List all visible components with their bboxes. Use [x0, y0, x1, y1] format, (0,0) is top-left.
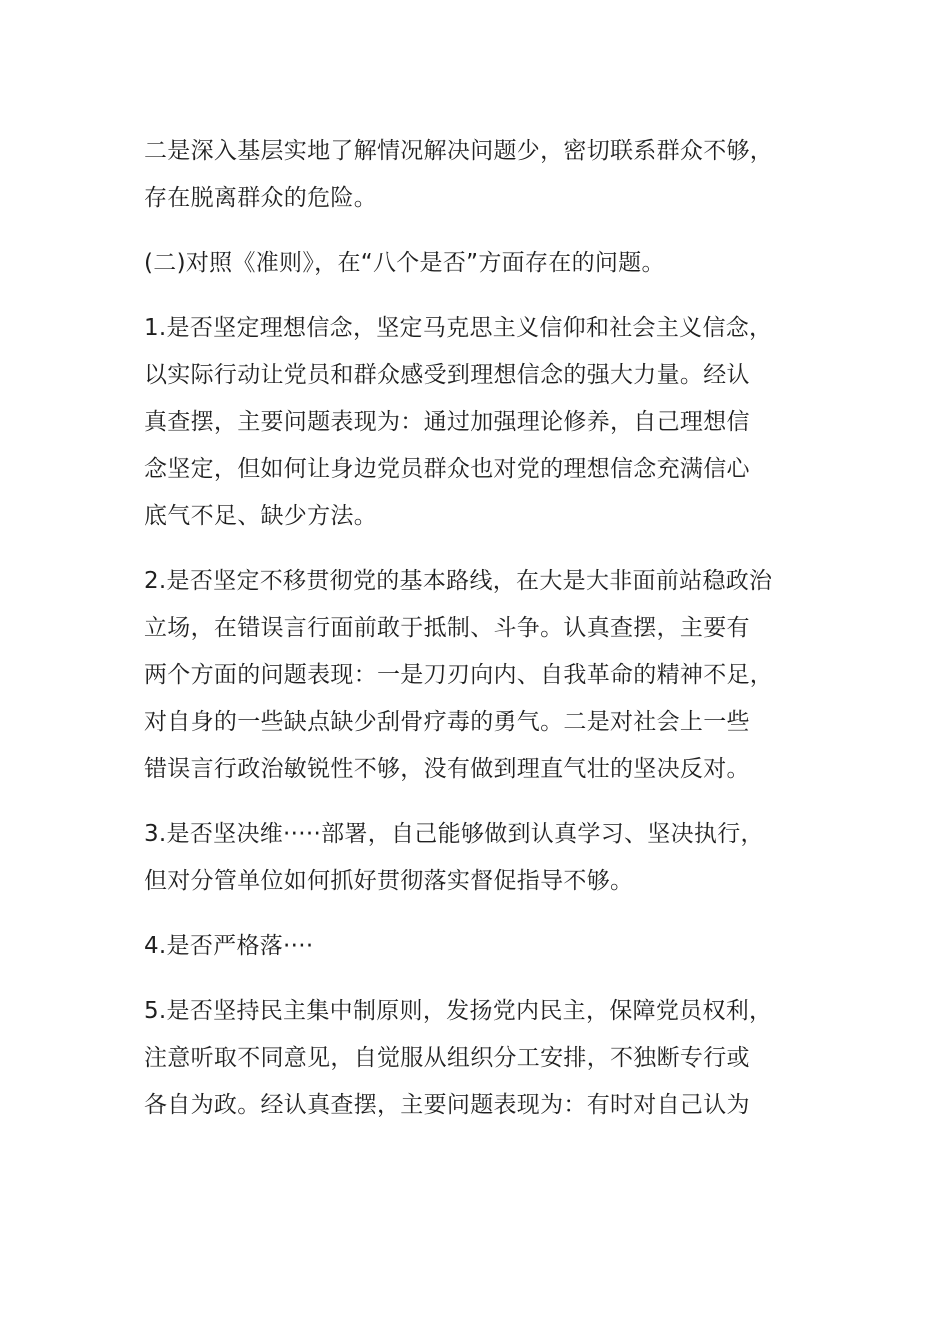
text-line: (二)对照《准则》，在“八个是否”方面存在的问题。 — [144, 250, 665, 276]
text-line: 但对分管单位如何抓好贯彻落实督促指导不够。 — [144, 868, 634, 894]
text-line: 3.是否坚决维·····部署，自己能够做到认真学习、坚决执行， — [144, 821, 764, 847]
text-line: 5.是否坚持民主集中制原则，发扬党内民主，保障党员权利， — [144, 998, 773, 1024]
text-line: 念坚定，但如何让身边党员群众也对党的理想信念充满信心 — [144, 456, 750, 482]
text-line: 2.是否坚定不移贯彻党的基本路线，在大是大非面前站稳政治 — [144, 568, 773, 594]
text-line: 立场，在错误言行面前敢于抵制、斗争。认真查摆，主要有 — [144, 615, 750, 641]
text-line: 注意听取不同意见，自觉服从组织分工安排，不独断专行或 — [144, 1045, 750, 1071]
paragraph-item-3 — [144, 811, 812, 905]
text-line: 1.是否坚定理想信念，坚定马克思主义信仰和社会主义信念， — [144, 315, 773, 341]
text-line: 两个方面的问题表现：一是刀刃向内、自我革命的精神不足， — [144, 662, 774, 688]
paragraph-item-4 — [144, 923, 812, 970]
text-line: 以实际行动让党员和群众感受到理想信念的强大力量。经认 — [144, 362, 750, 388]
text-line: 真查摆，主要问题表现为：通过加强理论修养，自己理想信 — [144, 409, 750, 435]
text-line: 底气不足、缺少方法。 — [144, 503, 377, 529]
document-body — [144, 128, 812, 1147]
section-heading — [144, 240, 812, 287]
text-line: 错误言行政治敏锐性不够，没有做到理直气壮的坚决反对。 — [144, 756, 750, 782]
text-line: 各自为政。经认真查摆，主要问题表现为：有时对自己认为 — [144, 1092, 750, 1118]
text-line: 对自身的一些缺点缺少刮骨疗毒的勇气。二是对社会上一些 — [144, 709, 750, 735]
paragraph-grassroots — [144, 128, 812, 222]
text-line: 4.是否严格落···· — [144, 933, 314, 959]
paragraph-item-2 — [144, 558, 812, 793]
text-line: 存在脱离群众的危险。 — [144, 185, 377, 211]
text-line: 二是深入基层实地了解情况解决问题少，密切联系群众不够， — [144, 138, 774, 164]
paragraph-item-1 — [144, 305, 812, 540]
paragraph-item-5 — [144, 988, 812, 1129]
